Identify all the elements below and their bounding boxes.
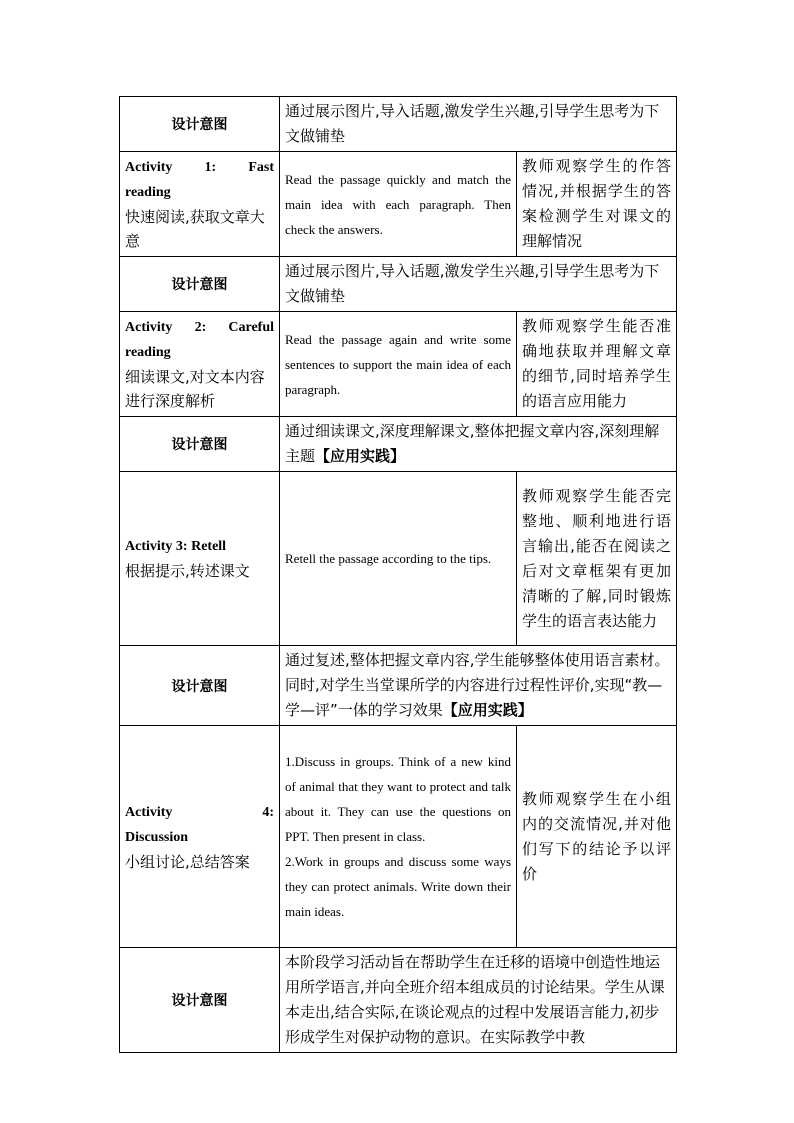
design-intent-row xyxy=(120,948,677,1053)
activity-title-cell xyxy=(120,152,280,257)
activity-title: Activity 1: Fast xyxy=(125,160,274,175)
activity-title-cn: 快速阅读,获取文章大意 xyxy=(125,208,265,250)
activity-title-cn: 小组讨论,总结答案 xyxy=(125,852,250,871)
design-intent-row xyxy=(120,257,677,312)
activity-title-cn: 根据提示,转述课文 xyxy=(125,562,250,580)
design-intent-text: 通过展示图片,导入话题,激发学生兴趣,引导学生思考为下文做铺垫 xyxy=(280,257,677,312)
design-intent-text: 通过细读课文,深度理解课文,整体把握文章内容,深刻理解主题 xyxy=(285,422,660,465)
design-intent-text: 通过展示图片,导入话题,激发学生兴趣,引导学生思考为下文做铺垫 xyxy=(280,97,677,152)
design-intent-text: 通过复述,整体把握文章内容,学生能够整体使用语言素材。同时,对学生当堂课所学的内容进行过程性评价,实现“教—学—评”一体的学习效果 xyxy=(285,651,670,719)
design-intent-label: 设计意图 xyxy=(120,417,280,472)
design-intent-row xyxy=(120,646,677,726)
activity-row xyxy=(120,472,677,646)
design-intent-label: 设计意图 xyxy=(120,97,280,152)
activity-title-cell xyxy=(120,312,280,417)
design-intent-row xyxy=(120,417,677,472)
design-intent-cell xyxy=(280,646,677,726)
activity-title-cont: Discussion xyxy=(125,829,189,845)
activity-row xyxy=(120,152,677,257)
design-intent-text: 本阶段学习活动旨在帮助学生在迁移的语境中创造性地运用所学语言,并向全班介绍本组成员的讨论结果。学生从课本走出,结合实际,在谈论观点的过程中发展语言能力,初步形成学生对保护动物的意识。在实际教学中教 xyxy=(280,948,677,1053)
activity-content: Retell the passage according to the tips. xyxy=(280,472,517,646)
activity-observation: 教师观察学生能否完整地、顺利地进行语言输出,能否在阅读之后对文章框架有更加清晰的了解,同时锻炼学生的语言表达能力 xyxy=(517,472,677,646)
design-intent-label: 设计意图 xyxy=(120,646,280,726)
design-intent-cell xyxy=(280,417,677,472)
activity-title: Activity 2: Careful xyxy=(125,320,274,335)
activity-observation: 教师观察学生能否准确地获取并理解文章的细节,同时培养学生的语言应用能力 xyxy=(517,312,677,417)
activity-observation: 教师观察学生在小组内的交流情况,并对他们写下的结论予以评价 xyxy=(517,726,677,948)
design-intent-label: 设计意图 xyxy=(120,948,280,1053)
activity-row xyxy=(120,726,677,948)
practice-tag: 【应用实践】 xyxy=(315,447,406,465)
activity-content-1: 1.Discuss in groups. Think of a new kind of animal that they want to protect and talk about it. They can use the questions on PPT. Then present in class. xyxy=(285,754,511,844)
activity-title-cont: reading xyxy=(125,185,171,200)
activity-title-cont: reading xyxy=(125,345,171,360)
activity-title: Activity 4: xyxy=(125,804,274,820)
lesson-plan-table xyxy=(119,96,677,1053)
activity-content-cell xyxy=(280,726,517,948)
activity-content: Read the passage again and write some sentences to support the main idea of each paragraph. xyxy=(280,312,517,417)
activity-observation: 教师观察学生的作答情况,并根据学生的答案检测学生对课文的理解情况 xyxy=(517,152,677,257)
activity-content-2: 2.Work in groups and discuss some ways they can protect animals. Write down their main ideas. xyxy=(285,854,511,919)
activity-row xyxy=(120,312,677,417)
activity-content: Read the passage quickly and match the main idea with each paragraph. Then check the answers. xyxy=(280,152,517,257)
activity-title-cn: 细读课文,对文本内容进行深度解析 xyxy=(125,368,265,410)
practice-tag: 【应用实践】 xyxy=(442,701,533,719)
activity-title-cell xyxy=(120,726,280,948)
activity-title: Activity 3: Retell xyxy=(125,539,227,554)
design-intent-label: 设计意图 xyxy=(120,257,280,312)
activity-title-cell xyxy=(120,472,280,646)
design-intent-row xyxy=(120,97,677,152)
